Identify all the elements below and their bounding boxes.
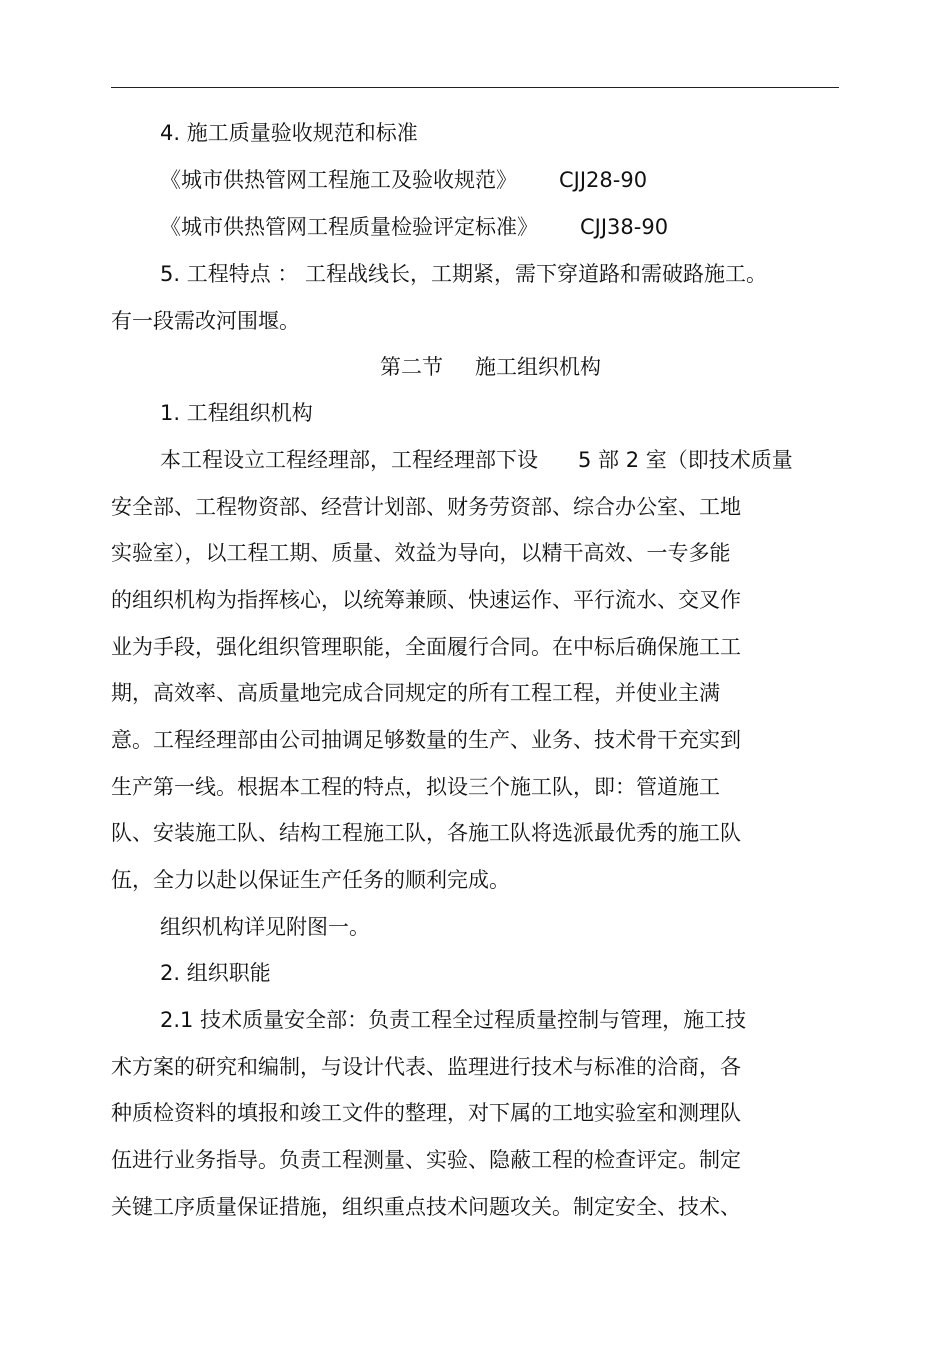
paragraph-line: 期，高效率、高质量地完成合同规定的所有工程工程，并使业主满 <box>111 681 720 705</box>
paragraph-line: 队、安装施工队、结构工程施工队，各施工队将选派最优秀的施工队 <box>111 821 741 845</box>
paragraph-line: 伍进行业务指导。负责工程测量、实验、隐蔽工程的检查评定。制定 <box>111 1148 741 1172</box>
text-run: 本工程设立工程经理部，工程经理部下设 <box>160 448 538 472</box>
paragraph-line: 种质检资料的填报和竣工文件的整理，对下属的工地实验室和测理队 <box>111 1101 741 1125</box>
standard-title: 《城市供热管网工程施工及验收规范》 <box>160 168 517 192</box>
standard-item <box>160 166 647 194</box>
chapter-number: 第二节 <box>380 355 443 379</box>
paragraph-line: 安全部、工程物资部、经营计划部、财务劳资部、综合办公室、工地 <box>111 495 741 519</box>
paragraph-line: 意。工程经理部由公司抽调足够数量的生产、业务、技术骨干充实到 <box>111 728 741 752</box>
paragraph-line: 2.1 技术质量安全部：负责工程全过程质量控制与管理，施工技 <box>160 1008 747 1032</box>
paragraph-line: 业为手段，强化组织管理职能，全面履行合同。在中标后确保施工工 <box>111 635 741 659</box>
paragraph-line: 关键工序质量保证措施，组织重点技术问题攻关。制定安全、技术、 <box>111 1195 741 1219</box>
standard-code: CJJ28-90 <box>559 168 648 192</box>
paragraph-line: 有一段需改河围堰。 <box>111 309 300 333</box>
paragraph-line: 组织机构详见附图一。 <box>160 915 370 939</box>
standard-title: 《城市供热管网工程质量检验评定标准》 <box>160 215 538 239</box>
paragraph-line: 伍，全力以赴以保证生产任务的顺利完成。 <box>111 868 510 892</box>
paragraph-line <box>160 446 793 474</box>
standard-item <box>160 213 668 241</box>
chapter-heading <box>380 353 601 381</box>
text-run: 5 部 2 室（即技术质量 <box>578 448 793 472</box>
subsection-heading: 1. 工程组织机构 <box>160 401 313 425</box>
chapter-title: 施工组织机构 <box>475 355 601 379</box>
paragraph-line: 的组织机构为指挥核心，以统筹兼顾、快速运作、平行流水、交叉作 <box>111 588 741 612</box>
paragraph-line: 术方案的研究和编制，与设计代表、监理进行技术与标准的洽商，各 <box>111 1055 741 1079</box>
paragraph-line: 实验室），以工程工期、质量、效益为导向，以精干高效、一专多能 <box>111 541 731 565</box>
paragraph-line: 生产第一线。根据本工程的特点，拟设三个施工队，即：管道施工 <box>111 775 720 799</box>
standard-code: CJJ38-90 <box>580 215 669 239</box>
paragraph-line: 5. 工程特点 ： 工程战线长，工期紧，需下穿道路和需破路施工。 <box>160 262 768 286</box>
header-rule <box>111 87 839 88</box>
subsection-heading: 2. 组织职能 <box>160 961 271 985</box>
section-heading: 4. 施工质量验收规范和标准 <box>160 121 418 145</box>
